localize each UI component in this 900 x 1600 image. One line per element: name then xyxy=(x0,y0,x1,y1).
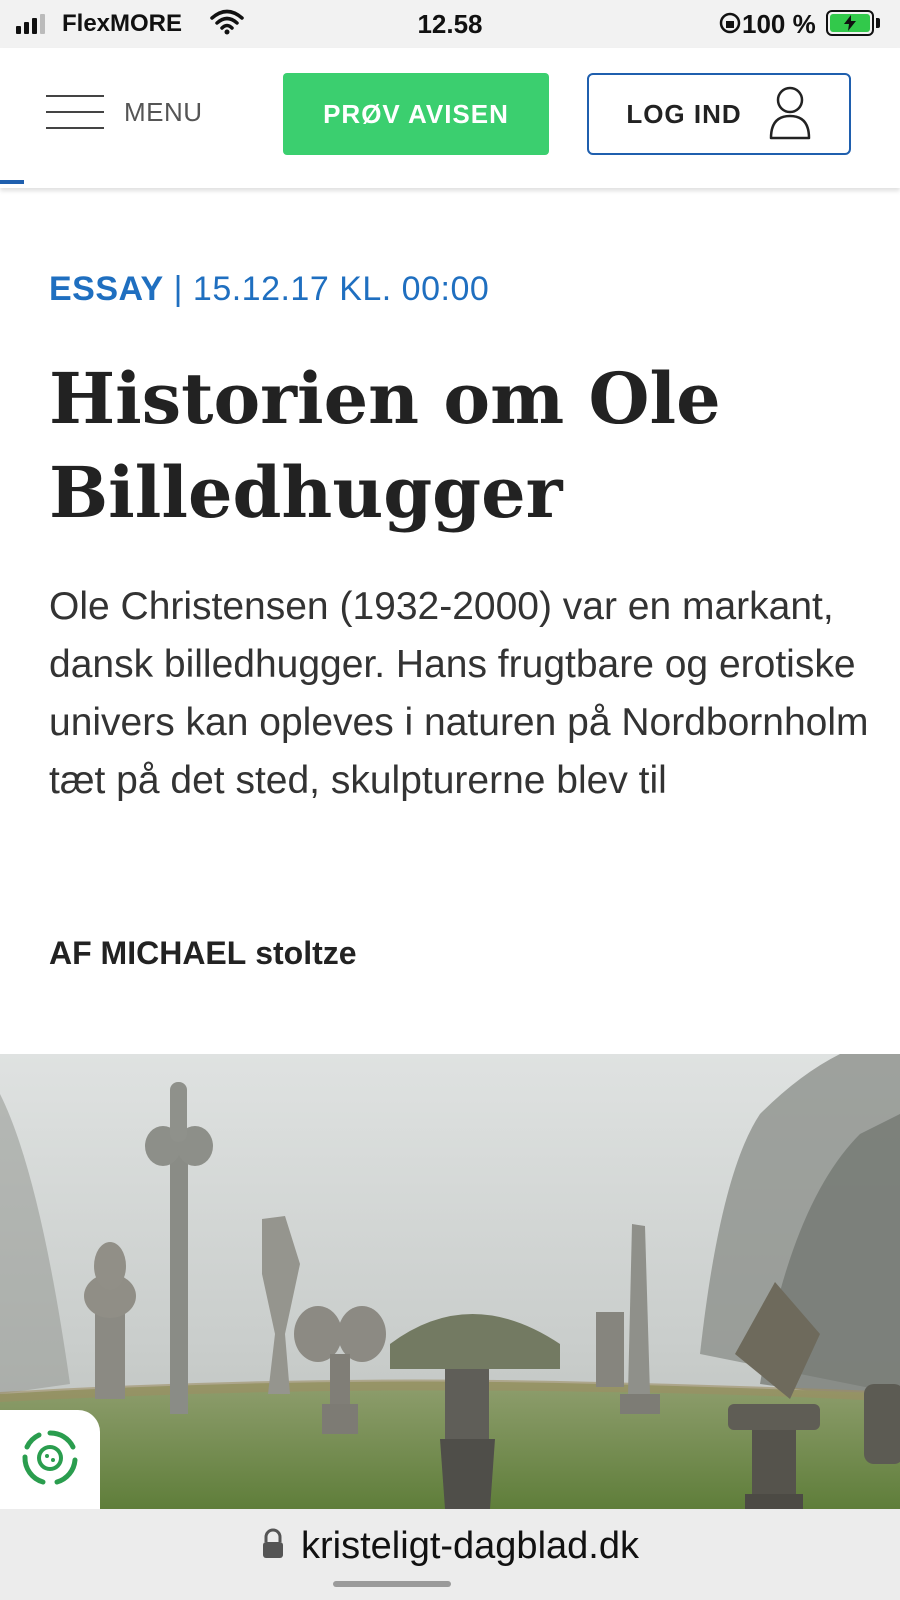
cookie-consent-button[interactable] xyxy=(0,1410,100,1510)
try-newspaper-button[interactable]: PRØV AVISEN xyxy=(283,73,549,155)
reading-progress xyxy=(0,180,24,184)
user-icon xyxy=(768,84,812,145)
byline-author[interactable]: stoltze xyxy=(255,935,357,971)
battery-level xyxy=(830,14,870,32)
hamburger-icon xyxy=(46,95,104,129)
article-byline xyxy=(49,935,357,972)
battery-percent: 100 % xyxy=(742,9,816,39)
site-header xyxy=(0,48,900,188)
clock: 12.58 xyxy=(417,9,483,39)
carrier-name: FlexMORE xyxy=(62,10,183,37)
battery-cap xyxy=(876,18,880,28)
menu-label: MENU xyxy=(124,96,203,127)
home-indicator[interactable] xyxy=(333,1581,451,1587)
url-text: kristeligt-dagblad.dk xyxy=(301,1525,639,1567)
lock-icon xyxy=(261,1528,285,1565)
kicker-separator: | xyxy=(173,270,183,308)
publish-date: 15.12.17 KL. 00:00 xyxy=(192,270,490,308)
battery-icon xyxy=(826,10,874,36)
article-hero-image xyxy=(0,1054,900,1509)
rotation-lock-icon xyxy=(718,11,742,40)
menu-button[interactable] xyxy=(46,95,203,129)
article-lead: Ole Christensen (1932-2000) var en markant, dansk billedhugger. Hans frugtbare og erotiske univers kan opleves i naturen på Nordbornholm tæt på det sted, skulpturerne blev til xyxy=(49,585,869,802)
browser-url-bar[interactable] xyxy=(0,1509,900,1600)
url-display[interactable] xyxy=(0,1525,900,1568)
article-kicker xyxy=(49,270,489,309)
article-headline: Historien om Ole Billedhugger xyxy=(49,357,721,534)
cookie-consent-icon xyxy=(19,1427,81,1494)
status-bar xyxy=(0,0,900,48)
byline-prefix: AF MICHAEL xyxy=(49,935,247,971)
login-label: LOG IND xyxy=(626,98,742,129)
section-label[interactable]: ESSAY xyxy=(49,270,164,308)
login-button[interactable] xyxy=(587,73,851,155)
